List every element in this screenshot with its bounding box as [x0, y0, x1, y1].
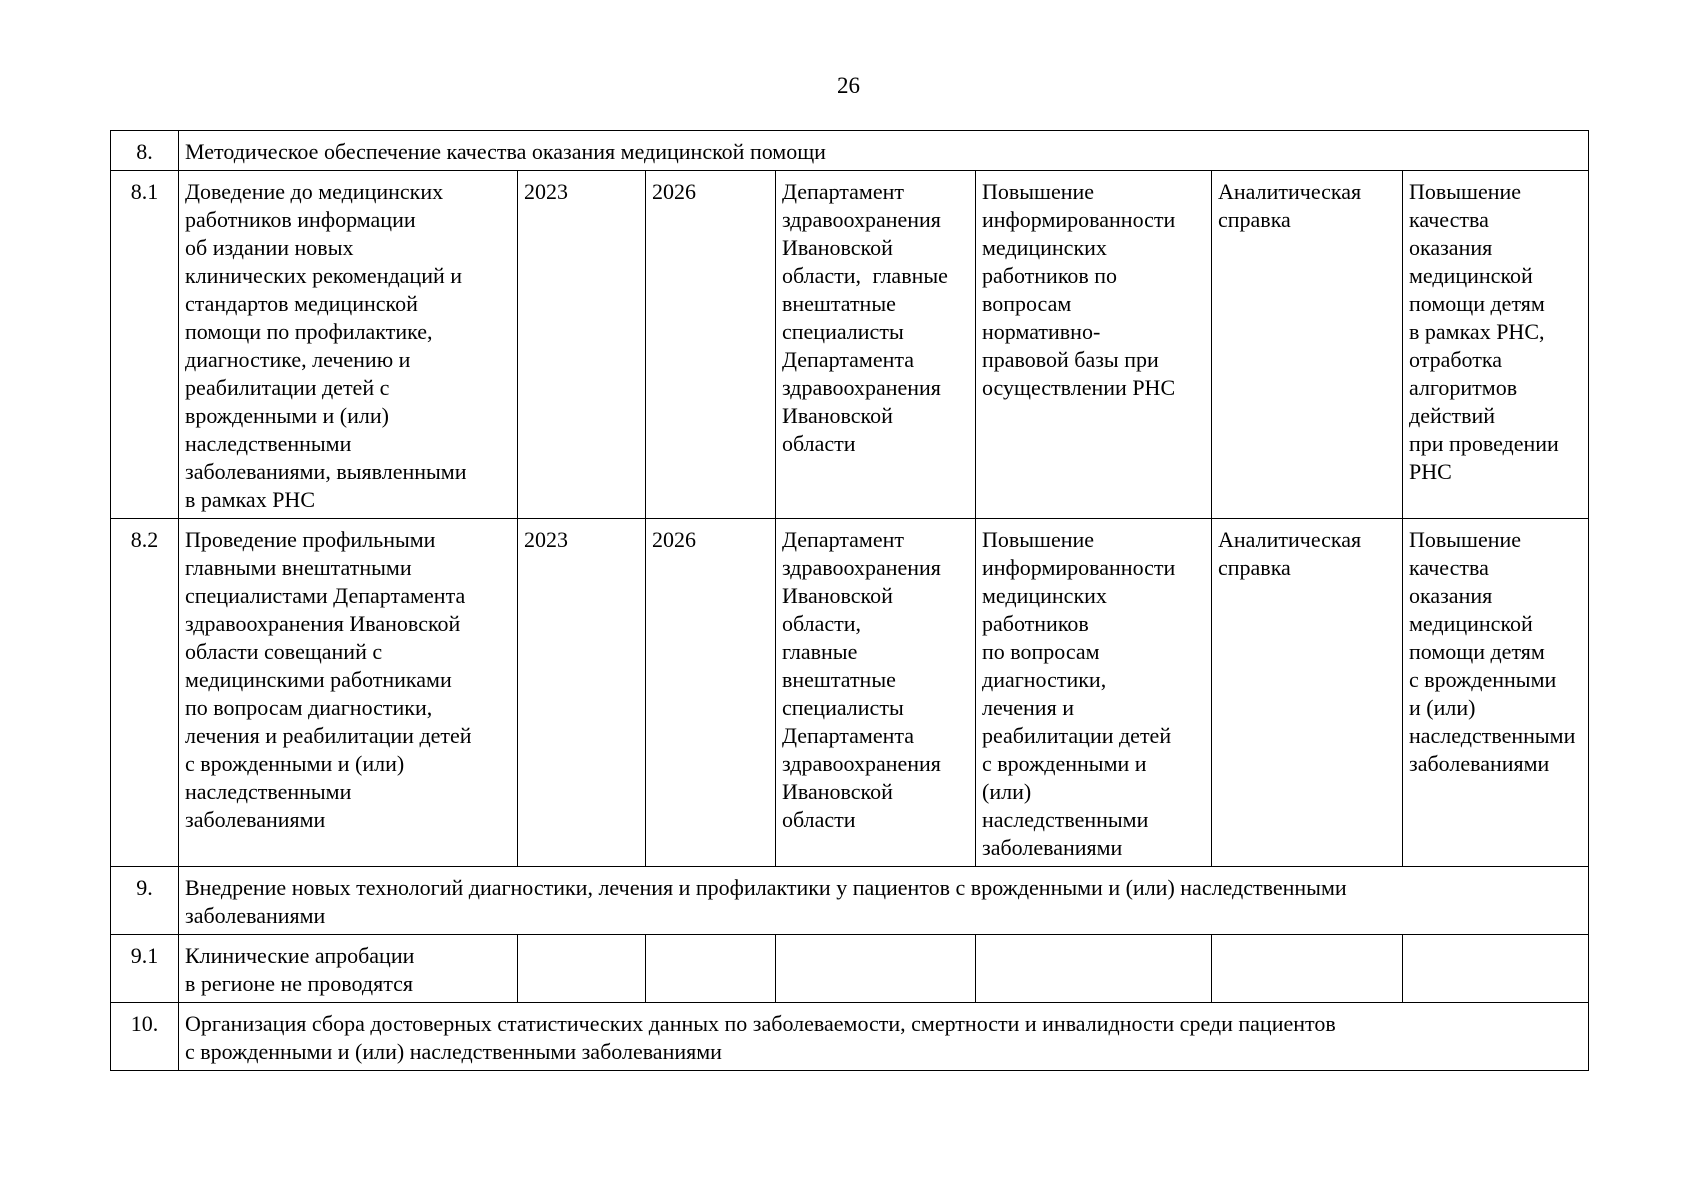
text-line: наследственными — [982, 807, 1149, 832]
row-number: 8.1 — [111, 171, 179, 519]
text-line: наследственными — [185, 779, 352, 804]
text-line: Департамента — [782, 723, 915, 748]
section-row — [111, 1003, 1589, 1071]
text-line: внештатные — [782, 667, 896, 692]
table-row — [111, 171, 1589, 519]
responsible-cell — [776, 935, 976, 1003]
text-line: работников по — [982, 263, 1118, 288]
text-line: здравоохранения Ивановской — [185, 611, 461, 636]
text-line: РНС — [1409, 459, 1452, 484]
text-line: помощи детям — [1409, 291, 1545, 316]
text-line: Повышение — [1409, 179, 1522, 204]
text-line: стандартов медицинской — [185, 291, 418, 316]
activity-cell — [179, 519, 518, 867]
text-line: в рамках РНС — [185, 487, 315, 512]
text-line: диагностики, — [982, 667, 1107, 692]
text-line: Повышение — [1409, 527, 1522, 552]
text-line: (или) — [982, 779, 1032, 804]
text-line: оказания — [1409, 583, 1493, 608]
section-number: 10. — [111, 1003, 179, 1071]
effect-cell — [1403, 519, 1589, 867]
text-line: внештатные — [782, 291, 896, 316]
text-line: медицинскими работниками — [185, 667, 452, 692]
text-line: Ивановской — [782, 235, 893, 260]
text-line: заболеваниями — [185, 807, 326, 832]
text-line: осуществлении РНС — [982, 375, 1176, 400]
text-line: в рамках РНС, — [1409, 319, 1545, 344]
responsible-cell — [776, 519, 976, 867]
text-line: работников информации — [185, 207, 416, 232]
text-line: вопросам — [982, 291, 1072, 316]
text-line: реабилитации детей — [982, 723, 1172, 748]
section-title — [179, 867, 1589, 935]
text-line: с врожденными и — [982, 751, 1147, 776]
page-number: 26 — [837, 73, 860, 98]
text-line: информированности — [982, 555, 1176, 580]
text-line: заболеваниями — [185, 903, 326, 928]
row-number: 9.1 — [111, 935, 179, 1003]
start-year-cell — [518, 935, 646, 1003]
document-cell — [1212, 519, 1403, 867]
text-line: заболеваниями — [982, 835, 1123, 860]
row-number: 8.2 — [111, 519, 179, 867]
end-year-cell — [646, 935, 776, 1003]
text-line: об издании новых — [185, 235, 354, 260]
text-line: информированности — [982, 207, 1176, 232]
table-row — [111, 935, 1589, 1003]
text-line: лечения и реабилитации детей — [185, 723, 472, 748]
text-line: Повышение — [982, 527, 1095, 552]
activity-cell — [179, 935, 518, 1003]
result-cell — [976, 519, 1212, 867]
text-line: работников — [982, 611, 1089, 636]
text-line: Методическое обеспечение качества оказания медицинской помощи — [185, 139, 826, 164]
text-line: помощи по профилактике, — [185, 319, 433, 344]
effect-cell — [1403, 171, 1589, 519]
start-year-cell: 2023 — [518, 171, 646, 519]
section-number: 9. — [111, 867, 179, 935]
text-line: качества — [1409, 555, 1489, 580]
text-line: области — [782, 431, 856, 456]
table-row — [111, 519, 1589, 867]
text-line: врожденными и (или) — [185, 403, 389, 428]
section-title — [179, 1003, 1589, 1071]
text-line: клинических рекомендаций и — [185, 263, 463, 288]
text-line: с врожденными и (или) наследственными заболеваниями — [185, 1039, 722, 1064]
result-cell — [976, 935, 1212, 1003]
text-line: Проведение профильными — [185, 527, 436, 552]
text-line: Департамента — [782, 347, 915, 372]
text-line: Ивановской — [782, 583, 893, 608]
effect-cell — [1403, 935, 1589, 1003]
start-year-cell: 2023 — [518, 519, 646, 867]
document-cell — [1212, 171, 1403, 519]
text-line: Департамент — [782, 527, 905, 552]
text-line: по вопросам — [982, 639, 1100, 664]
activity-plan-table — [110, 130, 1589, 1071]
text-line: здравоохранения — [782, 207, 941, 232]
text-line: и (или) — [1409, 695, 1476, 720]
text-line: наследственными — [185, 431, 352, 456]
text-line: алгоритмов — [1409, 375, 1518, 400]
result-cell — [976, 171, 1212, 519]
text-line: специалисты — [782, 319, 904, 344]
text-line: здравоохранения — [782, 751, 941, 776]
text-line: лечения и — [982, 695, 1074, 720]
text-line: качества — [1409, 207, 1489, 232]
text-line: медицинской — [1409, 611, 1533, 636]
end-year-cell: 2026 — [646, 171, 776, 519]
text-line: справка — [1218, 207, 1291, 232]
text-line: Доведение до медицинских — [185, 179, 444, 204]
text-line: Ивановской — [782, 403, 893, 428]
text-line: Внедрение новых технологий диагностики, лечения и профилактики у пациентов с врожденными и (или) наследственными — [185, 875, 1347, 900]
text-line: в регионе не проводятся — [185, 971, 413, 996]
text-line: помощи детям — [1409, 639, 1545, 664]
text-line: справка — [1218, 555, 1291, 580]
text-line: области, главные — [782, 263, 948, 288]
section-row — [111, 131, 1589, 171]
text-line: здравоохранения — [782, 555, 941, 580]
text-line: Аналитическая — [1218, 527, 1362, 552]
section-number: 8. — [111, 131, 179, 171]
text-line: реабилитации детей с — [185, 375, 390, 400]
text-line: медицинских — [982, 583, 1107, 608]
activity-cell — [179, 171, 518, 519]
text-line: нормативно- — [982, 319, 1101, 344]
end-year-cell: 2026 — [646, 519, 776, 867]
text-line: оказания — [1409, 235, 1493, 260]
text-line: заболеваниями — [1409, 751, 1550, 776]
text-line: области, — [782, 611, 862, 636]
text-line: Ивановской — [782, 779, 893, 804]
section-row — [111, 867, 1589, 935]
responsible-cell — [776, 171, 976, 519]
text-line: специалистами Департамента — [185, 583, 466, 608]
document-cell — [1212, 935, 1403, 1003]
text-line: здравоохранения — [782, 375, 941, 400]
text-line: Клинические апробации — [185, 943, 415, 968]
text-line: Департамент — [782, 179, 905, 204]
text-line: главными внештатными — [185, 555, 412, 580]
text-line: Организация сбора достоверных статистических данных по заболеваемости, смертности и инвалидности среди пациентов — [185, 1011, 1336, 1036]
text-line: с врожденными и (или) — [185, 751, 405, 776]
section-title — [179, 131, 1589, 171]
text-line: медицинской — [1409, 263, 1533, 288]
text-line: диагностике, лечению и — [185, 347, 411, 372]
text-line: специалисты — [782, 695, 904, 720]
text-line: Повышение — [982, 179, 1095, 204]
text-line: правовой базы при — [982, 347, 1159, 372]
text-line: действий — [1409, 403, 1496, 428]
text-line: области — [782, 807, 856, 832]
text-line: при проведении — [1409, 431, 1559, 456]
text-line: заболеваниями, выявленными — [185, 459, 467, 484]
text-line: Аналитическая — [1218, 179, 1362, 204]
text-line: главные — [782, 639, 858, 664]
text-line: медицинских — [982, 235, 1107, 260]
text-line: с врожденными — [1409, 667, 1557, 692]
text-line: отработка — [1409, 347, 1502, 372]
text-line: области совещаний с — [185, 639, 383, 664]
text-line: по вопросам диагностики, — [185, 695, 433, 720]
text-line: наследственными — [1409, 723, 1576, 748]
